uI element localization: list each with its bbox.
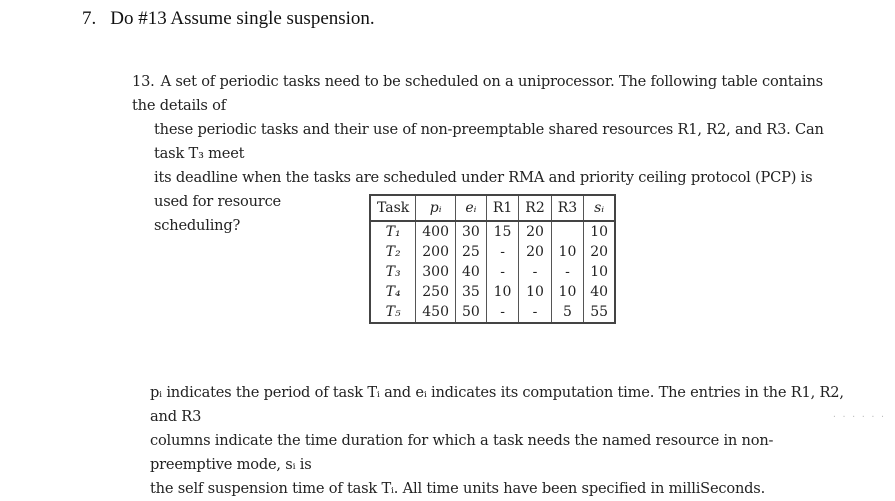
heading-text: Do #13 Assume single suspension.	[110, 8, 375, 29]
table-cell: -	[551, 262, 583, 282]
heading-number: 7.	[82, 8, 97, 29]
note-paragraph	[150, 381, 850, 501]
table-cell: -	[486, 262, 518, 282]
table-cell: 35	[456, 282, 487, 302]
header-computation: eᵢ	[456, 195, 487, 221]
table-cell: 10	[584, 262, 615, 282]
table-cell: 10	[519, 282, 551, 302]
table-cell: 40	[584, 282, 615, 302]
task-cell: T₂	[385, 244, 401, 260]
header-task: Task	[377, 200, 410, 216]
table-row	[370, 302, 615, 323]
table-row	[370, 242, 615, 262]
table-row	[370, 221, 615, 242]
table-row	[370, 282, 615, 302]
table-cell: 30	[456, 221, 487, 242]
question-line-4: scheduling?	[154, 217, 241, 234]
table-cell	[551, 221, 583, 242]
table-cell: 10	[551, 282, 583, 302]
header-period: pᵢ	[416, 195, 456, 221]
table-cell: 50	[456, 302, 487, 323]
table-cell: 200	[416, 242, 456, 262]
table-cell: 450	[416, 302, 456, 323]
question-line-2: these periodic tasks and their use of non-preemptable shared resources R1, R2, and R3. Can task T₃ meet	[154, 121, 824, 162]
table-cell: 20	[519, 221, 551, 242]
header-r2: R2	[519, 195, 551, 221]
table-cell: 400	[416, 221, 456, 242]
table-cell: 25	[456, 242, 487, 262]
table-cell: -	[519, 302, 551, 323]
scan-artifact-dots: . . . . . .	[832, 410, 885, 419]
table-cell: 20	[584, 242, 615, 262]
table-cell: 250	[416, 282, 456, 302]
table-header-row	[370, 195, 615, 221]
assignment-heading	[82, 8, 375, 30]
table-cell: 10	[584, 221, 615, 242]
table-cell: 20	[519, 242, 551, 262]
note-line-1: pᵢ indicates the period of task Tᵢ and eᵢ indicates its computation time. The entries in the R1, R2, and R3	[150, 384, 844, 425]
table-cell: 55	[584, 302, 615, 323]
task-cell: T₅	[385, 304, 401, 320]
table-cell: 10	[486, 282, 518, 302]
task-cell: T₄	[385, 284, 401, 300]
table-cell: 15	[486, 221, 518, 242]
question-line-3: its deadline when the tasks are scheduled under RMA and priority ceiling protocol (PCP) is used for resource	[154, 169, 813, 210]
table-cell: 40	[456, 262, 487, 282]
header-r1: R1	[486, 195, 518, 221]
task-cell: T₁	[385, 224, 401, 240]
header-suspension: sᵢ	[584, 195, 615, 221]
table-row	[370, 262, 615, 282]
task-table	[369, 194, 616, 324]
table-cell: -	[486, 302, 518, 323]
note-line-2: columns indicate the time duration for which a task needs the named resource in non-preemptive mode, sᵢ is	[150, 432, 774, 473]
note-line-3: the self suspension time of task Tᵢ. All time units have been specified in milliSeconds.	[150, 480, 766, 497]
question-number: 13.	[132, 73, 155, 90]
table-cell: 5	[551, 302, 583, 323]
task-cell: T₃	[385, 264, 401, 280]
table-cell: 10	[551, 242, 583, 262]
header-r3: R3	[551, 195, 583, 221]
table-cell: -	[486, 242, 518, 262]
table-cell: 300	[416, 262, 456, 282]
table-cell: -	[519, 262, 551, 282]
question-line-1: 13. A set of periodic tasks need to be scheduled on a uniprocessor. The following table contains the details of	[132, 73, 823, 114]
